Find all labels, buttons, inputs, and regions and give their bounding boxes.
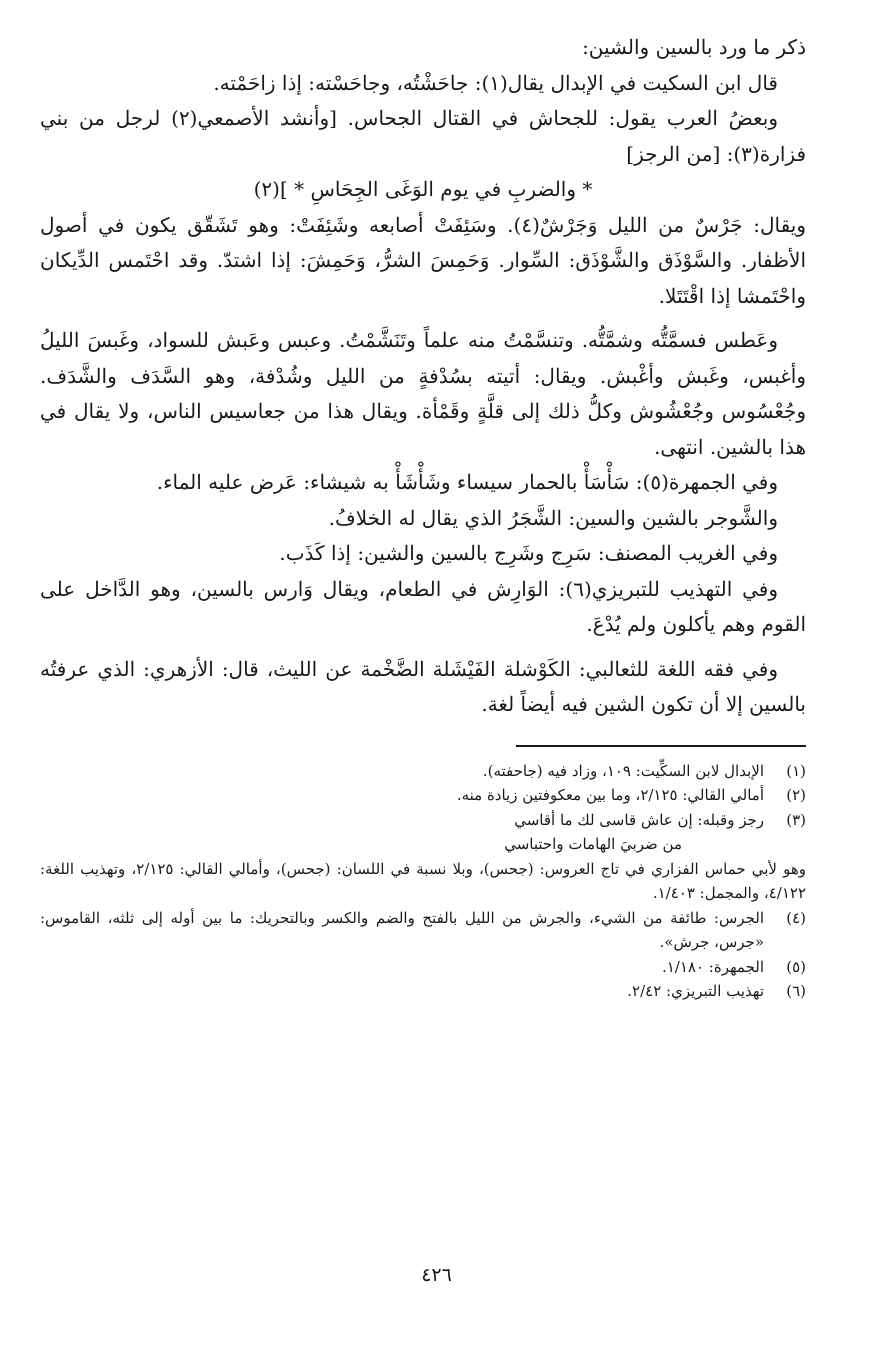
footnote-number: (٦)	[786, 982, 806, 1000]
footnote-separator	[516, 745, 806, 747]
footnote-number: (٢)	[786, 786, 806, 804]
book-page	[40, 30, 806, 1330]
paragraph-heading: ذكر ما ورد بالسين والشين:	[582, 35, 806, 59]
paragraph: وفي الغريب المصنف: سَرِج وشَرِج بالسين والشين: إذا كَذَب.	[279, 541, 778, 565]
footnote-number: (٥)	[786, 957, 806, 976]
footnote-text: تهذيب التبريزي: ٢/٤٢.	[627, 982, 764, 1000]
footnote-number: (١)	[786, 761, 806, 780]
footnote-text: رجز وقبله: إن عاش قاسى لك ما أقاسي	[514, 810, 764, 829]
footnote-item	[40, 979, 806, 1004]
paragraph: والشَّوجر بالشين والسين: الشَّجَرُ الذي يقال له الخلافُ.	[328, 505, 778, 530]
footnote-number: (٣)	[786, 810, 806, 829]
main-text	[40, 30, 806, 723]
footnote-text: الإبدال لابن السكِّيت: ١٠٩، وزاد فيه (جاحفته).	[482, 761, 764, 780]
paragraph: وبعضُ العرب يقول: للجحاش في القتال الجحاس. [وأنشد الأصمعي(٢) لرجل من بني فزارة(٣): [من الرجز]	[40, 106, 806, 166]
paragraph: قال ابن السكيت في الإبدال يقال(١): جاحَشْتُه، وجاحَسْته: إذا زاحَمْته.	[213, 70, 778, 95]
footnote-item	[40, 783, 806, 808]
footnote-item	[40, 906, 806, 955]
paragraph: ويقال: جَرْسٌ من الليل وَجَرْشٌ(٤). وسَئِفَتْ أصابعه وشَئِفَتْ: وهو تَشَقّق يكون في أصول الأظفار. والسَّوْذَق والشَّوْذَق: السِّوار. وَحَمِسَ الشرُّ، وَحَمِشَ: إذا اشتدّ. وقد احْتَمس الدِّيكان واحْتَمشا إذا اقْتَتَلا.	[40, 212, 806, 308]
paragraph: وعَطس فسمَّتُّه وشمَّتُّه. وتنسَّمْتُ منه علماً وتَنَشَّمْتُ. وعبس وعَبش للسواد، وغَبسَ الليلُ وأغبس، وغَبش وأغْبش. ويقال: أتيته بسُدْفةٍ من الليل وشُدْفة، وهو السَّدَف والشَّدَف. وجُعْسُوس وجُعْشُوش وكلُّ ذلك إلى قلَّةٍ وقَمْأة. ويقال هذا من جعاسيس الناس، ولا يقال في هذا بالشين. انتهى.	[40, 328, 806, 459]
footnote-number: (٤)	[786, 908, 806, 927]
footnote-item	[40, 808, 806, 906]
footnote-continuation: وهو لأبي حماس الفزاري في تاج العروس: (جحس)، وبلا نسبة في اللسان: (جحس)، وأمالي القالي: ٢/١٢٥، وتهذيب اللغة: ٤/١٢٢، والمجمل: ١/٤٠٣.	[40, 859, 806, 902]
paragraph: وفي التهذيب للتبريزي(٦): الوَارِش في الطعام، ويقال وَارس بالسين، وهو الدَّاخل على القوم وهم يأكلون ولم يُدْعَ.	[40, 576, 806, 636]
page-number: ٤٢٦	[421, 1264, 452, 1286]
footnote-text: الجمهرة: ١/١٨٠.	[661, 957, 764, 976]
verse-line: * والضربِ في يوم الوَغَى الجِحَاسِ * ](٢)	[253, 177, 593, 201]
paragraph: وفي فقه اللغة للثعالبي: الكَوْشلة الفَيْشَلة الضَّخْمة عن الليث، قال: الأزهري: الذي عرفتُه بالسين إلا أن تكون الشين فيه أيضاً لغة.	[40, 656, 806, 716]
footnote-verse: من ضربيَ الهامات واحتباسي	[504, 835, 682, 853]
footnote-text: أمالي القالي: ٢/١٢٥، وما بين معكوفتين زيادة منه.	[456, 786, 764, 804]
paragraph: وفي الجمهرة(٥): سَأْسَأْ بالحمار سيساء وشَأْشَأْ به شيشاء: عَرض عليه الماء.	[156, 470, 778, 494]
footnote-item	[40, 955, 806, 980]
footnotes	[40, 759, 806, 1004]
footnote-text: الجرس: طائفة من الشيء، والجرش من الليل بالفتح والضم والكسر وبالتحريك: ما بين أوله إلى ثلثه، القاموس: «جرس، جرش».	[40, 908, 764, 951]
footnote-item	[40, 759, 806, 784]
